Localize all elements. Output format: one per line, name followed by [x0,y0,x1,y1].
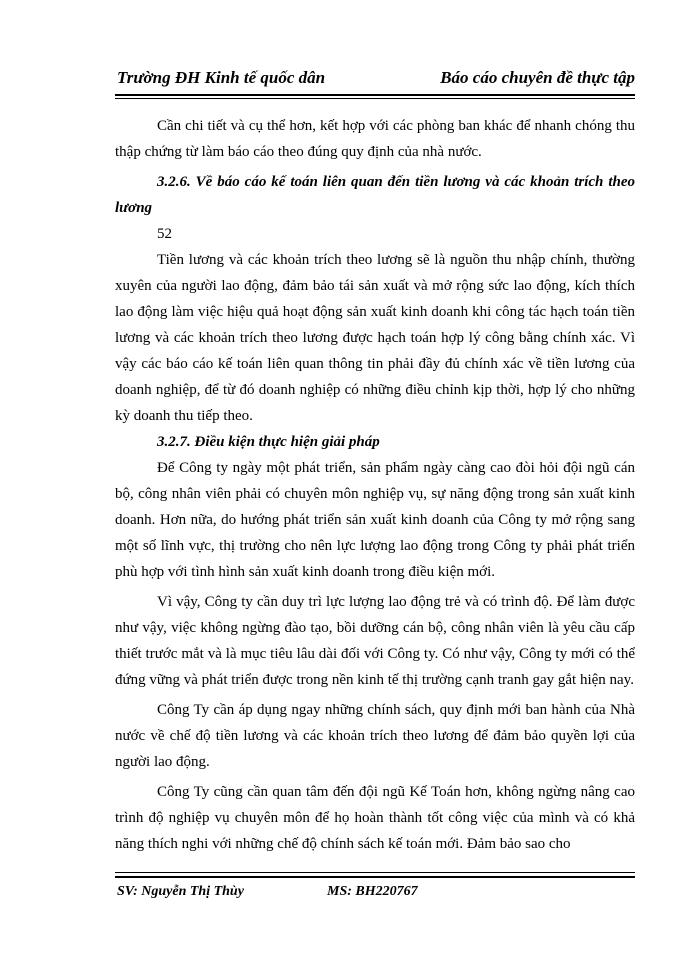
header-university: Trường ĐH Kinh tế quốc dân [117,68,326,87]
header-rule-thick [115,94,635,96]
footer-student-id: MS: BH220767 [327,884,418,899]
paragraph: Công Ty cũng cần quan tâm đến đội ngũ Kế Toán hơn, không ngừng nâng cao trình độ nghiệp vụ chuyên môn để họ hoàn thành tốt công việc của mình và có khả năng thích nghi với những chế độ chính sách kế toán mới. Đảm bảo sao cho [115,784,635,852]
paragraph: Công Ty cần áp dụng ngay những chính sách, quy định mới ban hành của Nhà nước về chế độ tiền lương và các khoản trích theo lương để đảm bảo quyền lợi của người lao động. [115,702,635,770]
document-body [115,113,635,857]
header-report-title: Báo cáo chuyên đề thực tập [440,68,635,87]
header-rule-thin [115,98,635,99]
footer-student-name: SV: Nguyễn Thị Thùy [117,884,244,899]
paragraph: Cần chi tiết và cụ thể hơn, kết hợp với các phòng ban khác để nhanh chóng thu thập chứng từ làm báo cáo theo đúng quy định của nhà nước. [115,118,635,160]
paragraph: Vì vậy, Công ty cần duy trì lực lượng lao động trẻ và có trình độ. Để làm được như vậy, việc không ngừng đào tạo, bồi dưỡng cán bộ, công nhân viên là yêu cầu cấp thiết trước mắt và là mục tiêu lâu dài đối với Công ty. Có như vậy, Công ty mới có thể đứng vững và phát triển được trong nền kinh tế thị trường cạnh tranh gay gắt hiện nay. [115,594,635,688]
footer-rule-thin [115,872,635,873]
section-heading-3-2-7: 3.2.7. Điều kiện thực hiện giải pháp [157,434,380,450]
page-footer [115,884,635,908]
paragraph: Tiền lương và các khoản trích theo lương sẽ là nguồn thu nhập chính, thường xuyên của người lao động, đảm bảo tái sản xuất và mở rộng sức lao động, kích thích lao động làm việc hiệu quả hoạt động sản xuất kinh doanh khi công tác hạch toán tiền lương và các khoản trích theo lương được hạch toán hợp lý công bằng chính xác. Vì vậy các báo cáo kế toán liên quan thông tin phải đầy đủ chính xác về tiền lương của doanh nghiệp, để từ đó doanh nghiệp có những điều chỉnh kịp thời, hợp lý cho những kỳ doanh thu tiếp theo. [115,252,635,424]
page-reference: 52 [157,226,172,242]
paragraph: Để Công ty ngày một phát triển, sản phẩm ngày càng cao đòi hỏi đội ngũ cán bộ, công nhân viên phải có chuyên môn nghiệp vụ, sự năng động trong sản xuất kinh doanh. Hơn nữa, do hướng phát triển sản xuất kinh doanh của Công ty mở rộng sang một số lĩnh vực, thị trường cho nên lực lượng lao động trong Công ty phải phát triển phù hợp với tình hình sản xuất kinh doanh trong điều kiện mới. [115,460,635,580]
page-header [115,68,635,92]
section-heading-3-2-6: 3.2.6. Về báo cáo kế toán liên quan đến tiền lương và các khoản trích theo lương [115,174,635,216]
footer-rule-thick [115,876,635,878]
